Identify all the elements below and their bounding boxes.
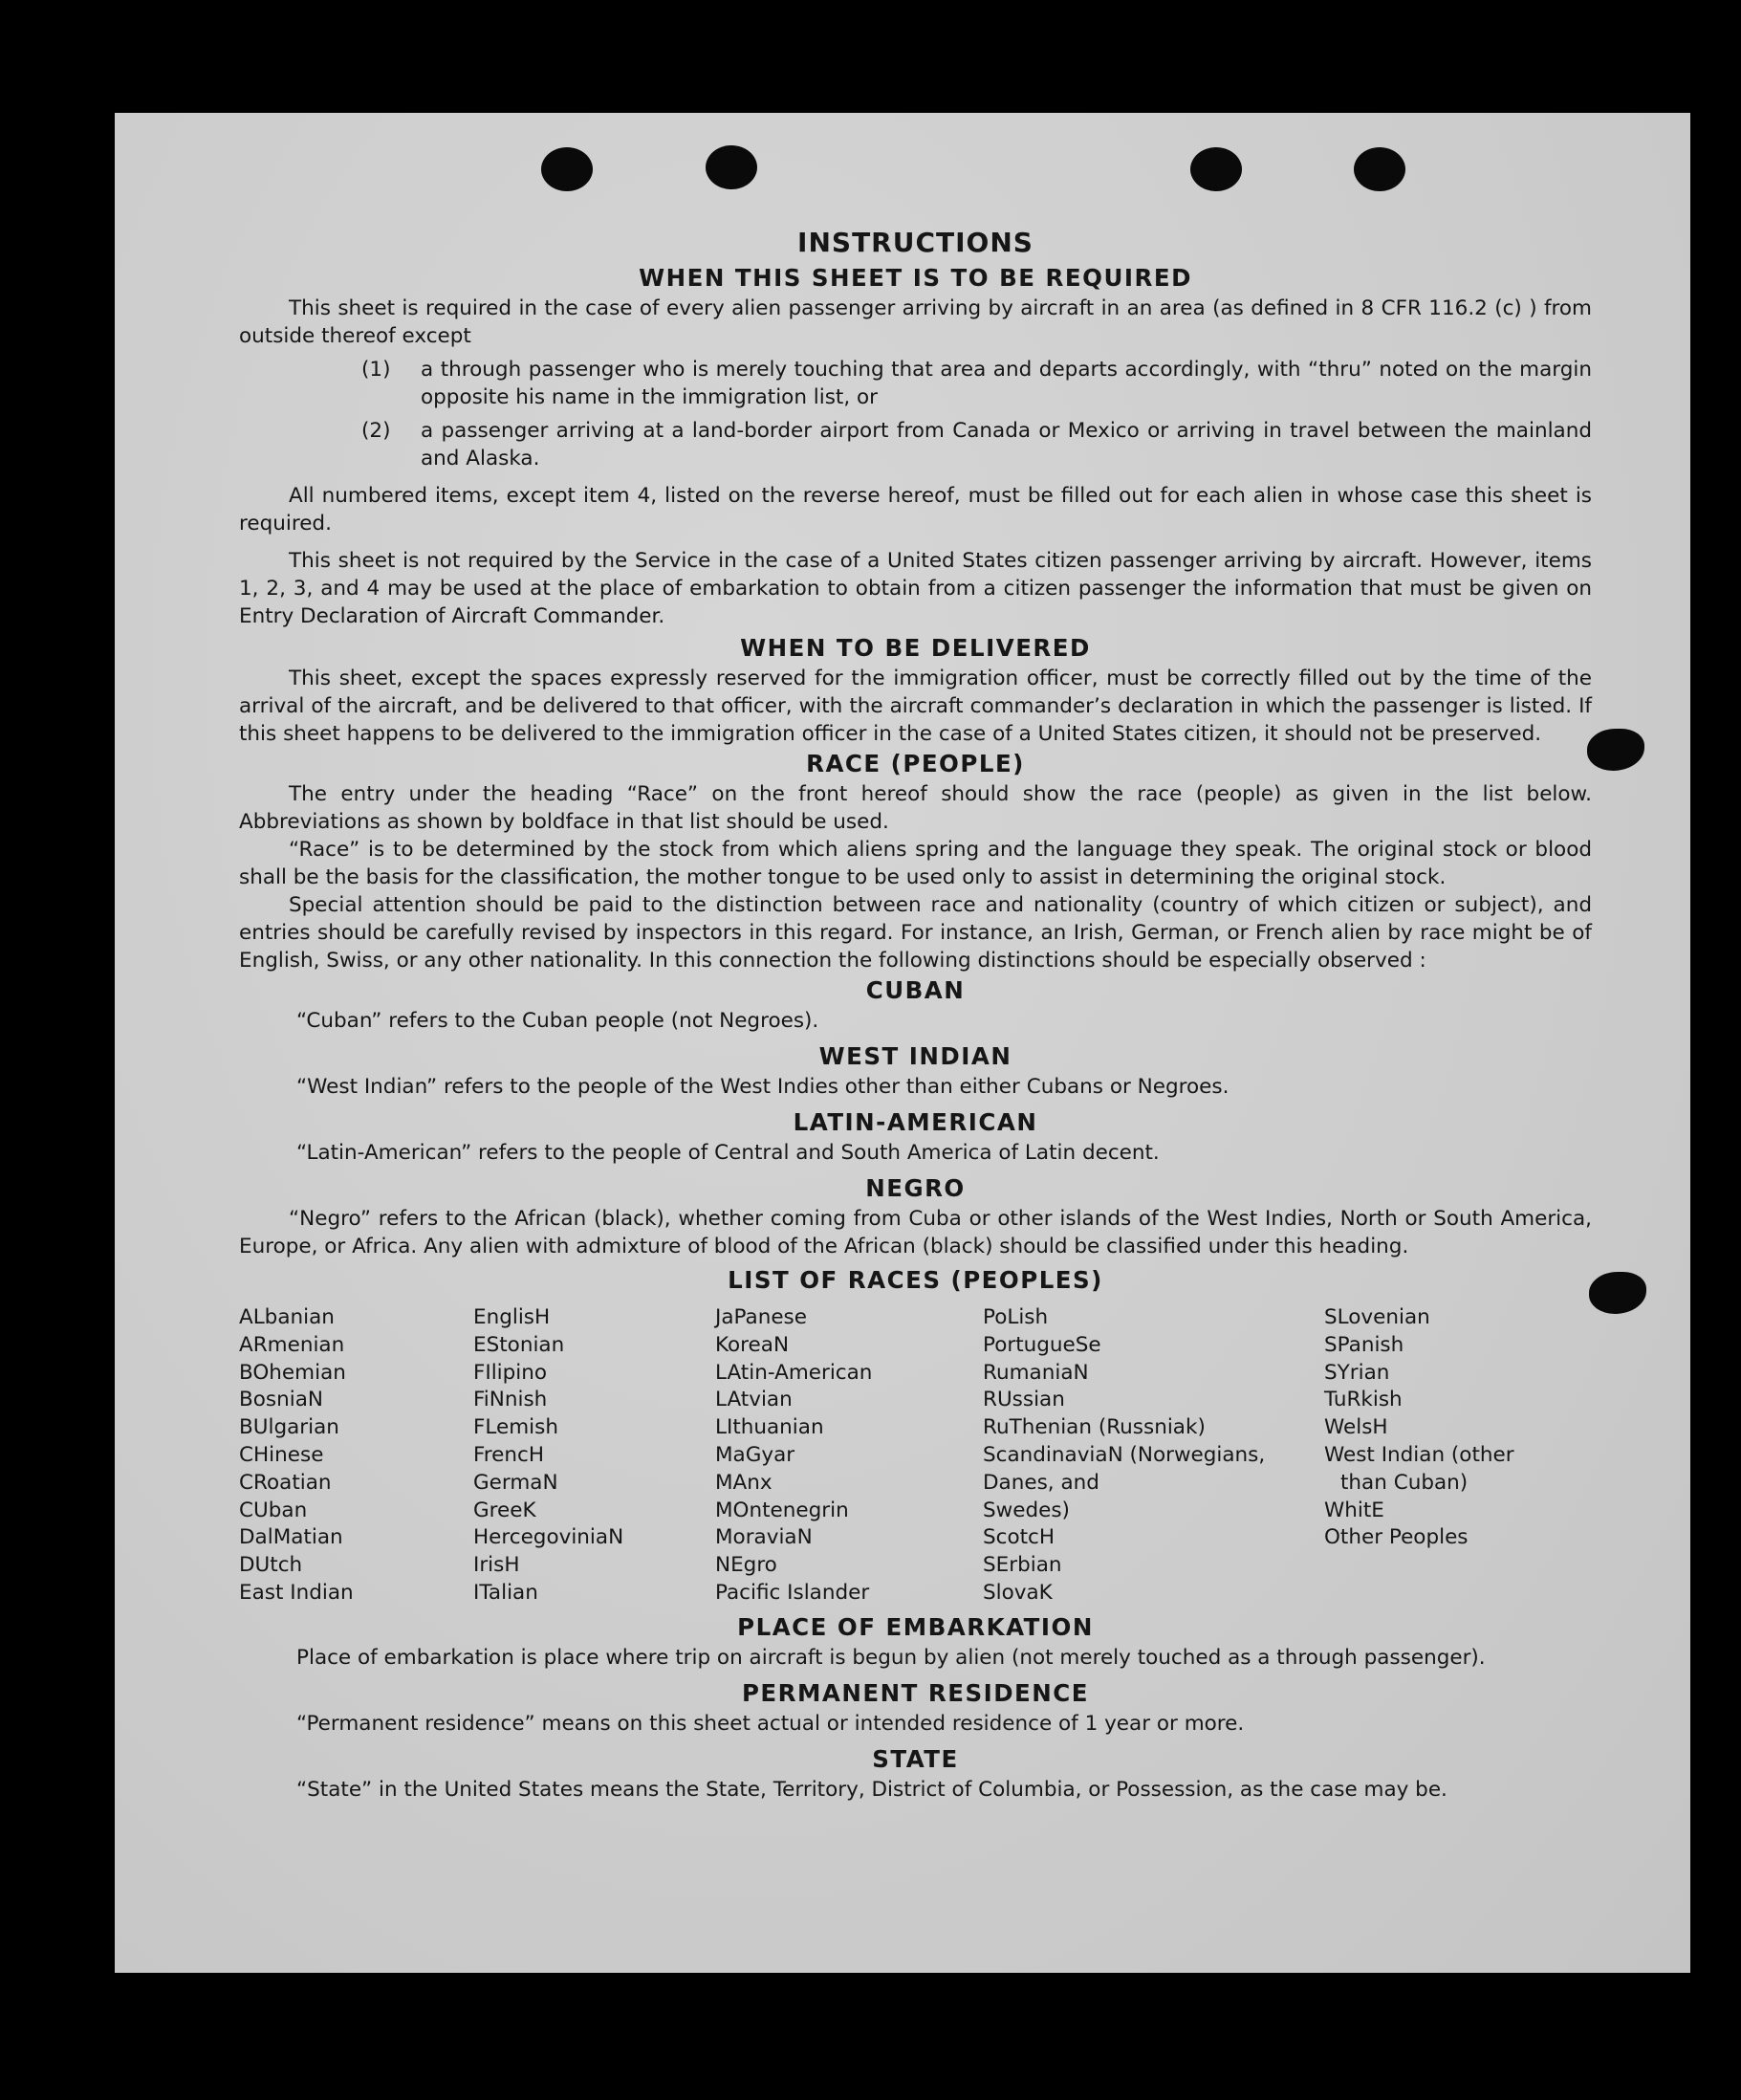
race-item: LAtin-American (715, 1360, 873, 1385)
race-item: RUssian (983, 1388, 1065, 1412)
race-item: MaGyar (715, 1442, 795, 1467)
race-item: ScotcH (983, 1525, 1055, 1550)
heading-permanent-residence: PERMANENT RESIDENCE (741, 1678, 1090, 1707)
definition: “West Indian” refers to the people of the West Indies other than either Cubans or Negroes. (296, 1075, 1230, 1099)
race-item: SlovaK (983, 1580, 1053, 1605)
heading-latin-american: LATIN-AMERICAN (793, 1108, 1038, 1136)
race-item: MOntenegrin (715, 1498, 849, 1522)
heading-cuban: CUBAN (865, 976, 966, 1004)
race-item: ARmenian (239, 1332, 345, 1357)
race-item: Other Peoples (1324, 1525, 1469, 1550)
paragraph: This sheet is required in the case of every alien passenger arriving by aircraft in an area (as defined in 8 CFR 116.2 (c) ) from outside thereof except (239, 296, 1592, 348)
race-item: WhitE (1324, 1498, 1384, 1522)
race-item: than Cuban) (1340, 1470, 1469, 1495)
race-column (715, 1304, 983, 1608)
item-text: a passenger arriving at a land-border airport from Canada or Mexico or arriving in travel between the mainland and Alaska. (421, 419, 1592, 470)
punch-hole (706, 145, 757, 189)
race-item: Swedes) (983, 1498, 1070, 1522)
race-item: BUlgarian (239, 1415, 339, 1440)
ink-blot (1589, 1272, 1646, 1314)
heading-west-indian: WEST INDIAN (818, 1042, 1012, 1070)
race-item: PortugueSe (983, 1332, 1101, 1357)
race-item: NEgro (715, 1553, 777, 1578)
heading-negro: NEGRO (865, 1174, 966, 1202)
race-item: SLovenian (1324, 1305, 1430, 1329)
page-title: INSTRUCTIONS (797, 227, 1034, 258)
instructions-content (239, 224, 1592, 1804)
race-item: EnglisH (473, 1305, 551, 1329)
race-item: JaPanese (715, 1305, 807, 1329)
punch-hole (1354, 147, 1405, 191)
race-item: MoraviaN (715, 1525, 813, 1550)
race-item: BosniaN (239, 1388, 323, 1412)
race-item: WelsH (1324, 1415, 1388, 1440)
race-item: BOhemian (239, 1360, 346, 1385)
heading-race: RACE (PEOPLE) (806, 750, 1025, 777)
race-item: Pacific Islander (715, 1580, 870, 1605)
punch-hole (1190, 147, 1242, 191)
definition: “State” in the United States means the State, Territory, District of Columbia, or Possession, as the case may be. (296, 1777, 1447, 1802)
numbered-item (239, 356, 1592, 411)
paragraph: All numbered items, except item 4, listed on the reverse hereof, must be filled out for each alien in whose case this sheet is required. (239, 484, 1592, 536)
definition: “Cuban” refers to the Cuban people (not Negroes). (296, 1009, 819, 1033)
race-column (983, 1304, 1324, 1608)
race-item: KoreaN (715, 1332, 790, 1357)
definition: “Negro” refers to the African (black), whether coming from Cuba or other islands of the West Indies, North or South America, Europe, or Africa. Any alien with admixture of blood of the African (black) should be classified under this heading. (239, 1207, 1592, 1258)
race-item: ITalian (473, 1580, 538, 1605)
paragraph: This sheet, except the spaces expressly reserved for the immigration officer, must be correctly filled out by the time of the arrival of the aircraft, and be delivered to that officer, with the aircraft commander’s declaration in which the passenger is listed. If this sheet happens to be delivered to the immigration officer in the case of a United States citizen, it should not be preserved. (239, 667, 1592, 746)
race-item: FiNnish (473, 1388, 548, 1412)
ink-blot (1587, 729, 1644, 771)
race-item: PoLish (983, 1305, 1049, 1329)
races-table (239, 1304, 1592, 1608)
item-number: (2) (361, 419, 391, 443)
race-item: EStonian (473, 1332, 565, 1357)
race-item: SErbian (983, 1553, 1062, 1578)
race-item: FLemish (473, 1415, 558, 1440)
race-item: RuThenian (Russniak) (983, 1415, 1206, 1440)
race-item: GreeK (473, 1498, 536, 1522)
paragraph: “Race” is to be determined by the stock from which aliens spring and the language they speak. The original stock or blood shall be the basis for the classification, the mother tongue to be used only to assist in determining the original stock. (239, 838, 1592, 889)
race-item: CHinese (239, 1442, 324, 1467)
item-number: (1) (361, 358, 391, 382)
race-item: IrisH (473, 1553, 520, 1578)
definition: “Latin-American” refers to the people of Central and South America of Latin decent. (296, 1141, 1160, 1165)
paragraph: This sheet is not required by the Service in the case of a United States citizen passenger arriving by aircraft. However, items 1, 2, 3, and 4 may be used at the place of embarkation to obtain from a citizen passenger the information that must be given on Entry Declaration of Aircraft Commander. (239, 549, 1592, 628)
paragraph: Special attention should be paid to the distinction between race and nationality (country of which citizen or subject), and entries should be carefully revised by inspectors in this regard. For instance, an Irish, German, or French alien by race might be of English, Swiss, or any other nationality. In this connection the following distinctions should be especially observed : (239, 893, 1592, 973)
race-item: LIthuanian (715, 1415, 824, 1440)
race-item: East Indian (239, 1580, 354, 1605)
document-sheet (115, 113, 1690, 1973)
race-item: LAtvian (715, 1388, 793, 1412)
race-item: DalMatian (239, 1525, 343, 1550)
race-item: MAnx (715, 1470, 773, 1495)
race-item: FrencH (473, 1442, 545, 1467)
race-column (239, 1304, 473, 1608)
race-item: ScandinaviaN (Norwegians, (983, 1442, 1266, 1467)
heading-list-of-races: LIST OF RACES (PEOPLES) (728, 1266, 1103, 1294)
race-item: FIlipino (473, 1360, 548, 1385)
race-item: GermaN (473, 1470, 558, 1495)
punch-hole (541, 147, 593, 191)
heading-when-required: WHEN THIS SHEET IS TO BE REQUIRED (639, 264, 1192, 292)
heading-when-delivered: WHEN TO BE DELIVERED (740, 634, 1091, 662)
race-item: ALbanian (239, 1305, 335, 1329)
race-column (473, 1304, 715, 1608)
heading-place-of-embarkation: PLACE OF EMBARKATION (737, 1612, 1094, 1641)
race-item: West Indian (other (1324, 1442, 1514, 1467)
race-item: SYrian (1324, 1360, 1390, 1385)
race-item: CUban (239, 1498, 308, 1522)
race-item: HercegoviniaN (473, 1525, 624, 1550)
race-item: RumaniaN (983, 1360, 1089, 1385)
race-column (1324, 1304, 1573, 1608)
race-item: TuRkish (1324, 1388, 1403, 1412)
item-text: a through passenger who is merely touching that area and departs accordingly, with “thru” noted on the margin opposite his name in the immigration list, or (421, 358, 1592, 409)
definition: Place of embarkation is place where trip on aircraft is begun by alien (not merely touched as a through passenger). (296, 1645, 1486, 1670)
paragraph: The entry under the heading “Race” on the front hereof should show the race (people) as given in the list below. Abbreviations as shown by boldface in that list should be used. (239, 782, 1592, 834)
race-item: CRoatian (239, 1470, 332, 1495)
race-item: DUtch (239, 1553, 303, 1578)
heading-state: STATE (872, 1744, 959, 1773)
definition: “Permanent residence” means on this sheet actual or intended residence of 1 year or more. (296, 1711, 1245, 1736)
race-item: SPanish (1324, 1332, 1404, 1357)
numbered-item (239, 417, 1592, 472)
race-item: Danes, and (983, 1470, 1099, 1495)
